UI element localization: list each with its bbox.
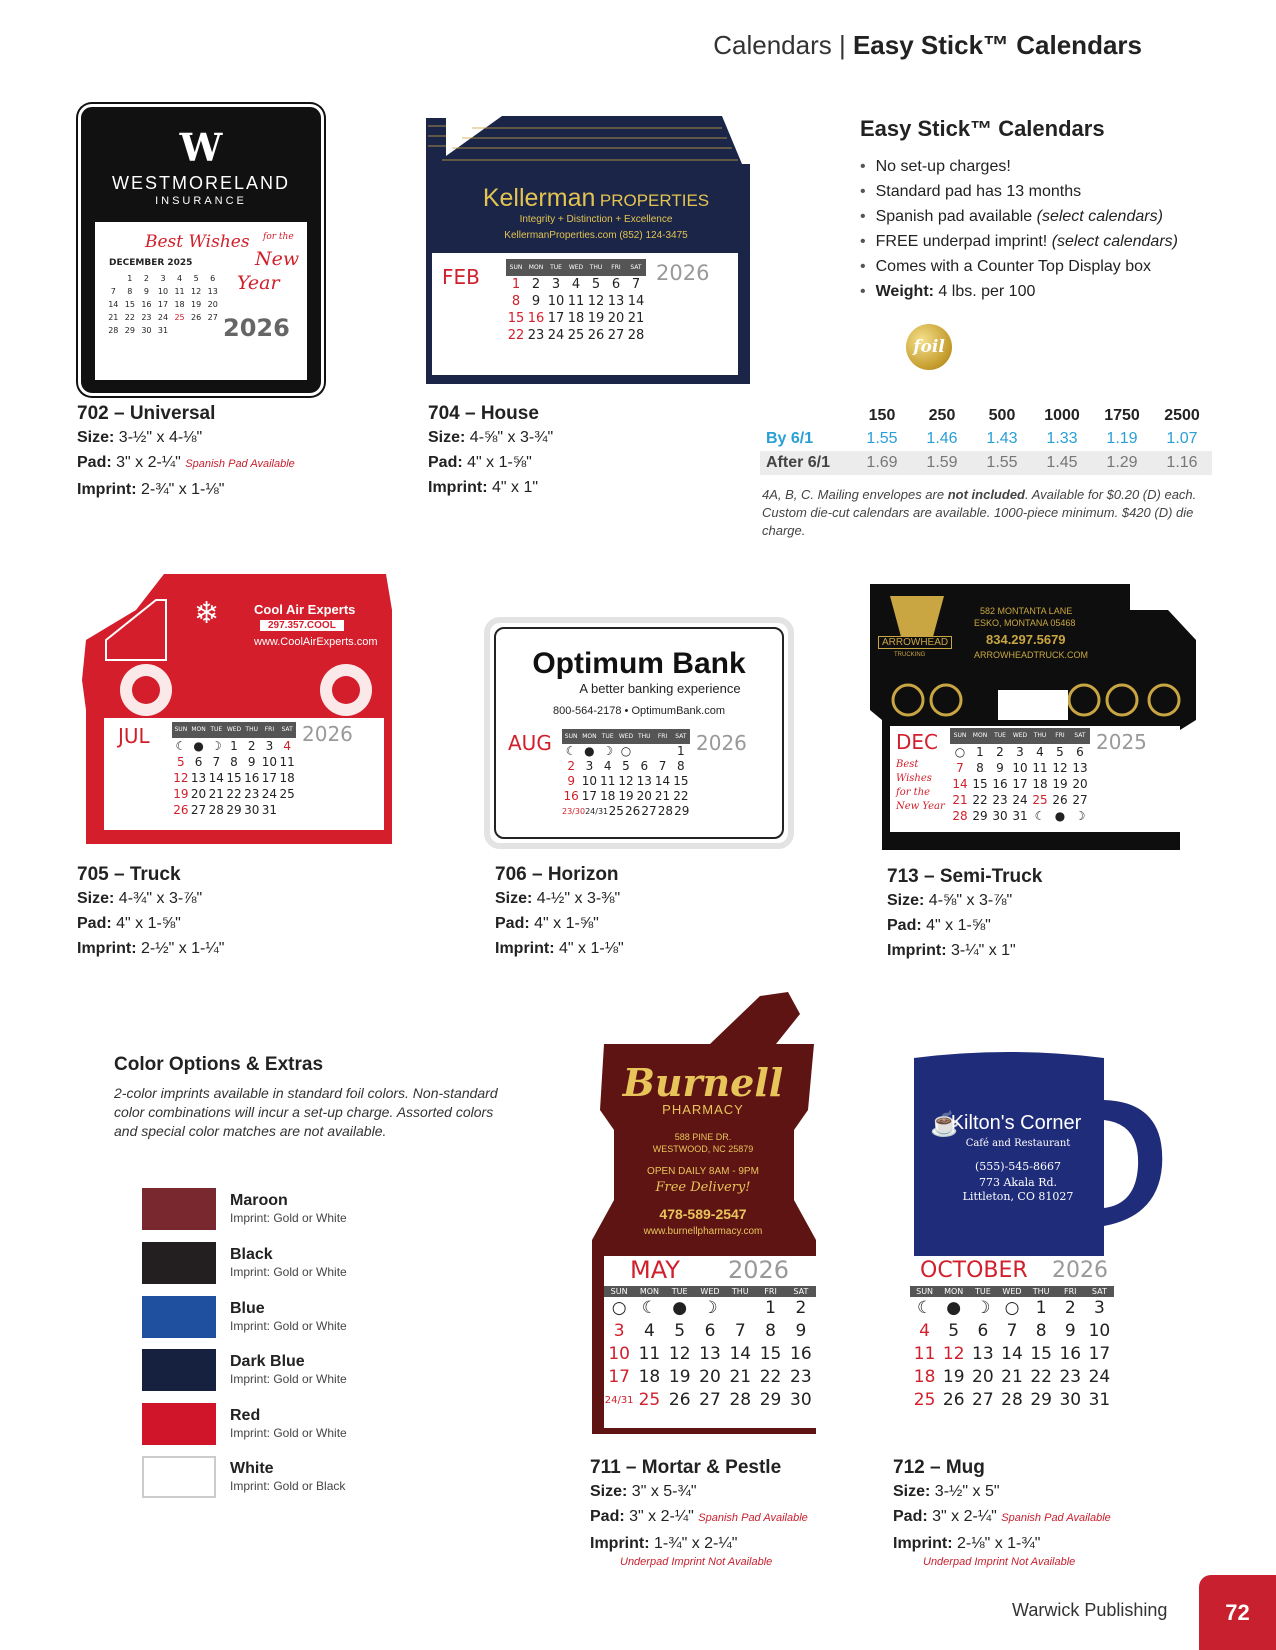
product-image-702: [78, 104, 324, 396]
qty-header: 250: [928, 407, 956, 424]
foil-badge: [906, 324, 952, 370]
product-title: 711 – Mortar & Pestle: [590, 1457, 782, 1478]
product-size: Size: 4-¾" x 3-⅞": [77, 890, 203, 907]
header-separator: |: [831, 30, 853, 60]
brand-addr-1: 773 Akala Rd.: [978, 1176, 1058, 1189]
calendar-pad: [890, 726, 1180, 832]
product-size: Size: 4-⅝" x 3-¾": [428, 429, 554, 446]
product-702-details: [77, 403, 295, 502]
price-table: [760, 405, 1212, 475]
feature-list: [860, 154, 1240, 304]
calendar-grid: 1 2 3 4 5 6 7 8 9 10 11 12 13 14 15 16 17 18 19 20 21 22 23 24 25 26 27 28 29 30 31: [108, 274, 218, 335]
price-row-by: By 6/1 1.55 1.46 1.43 1.33 1.19 1.07: [766, 430, 1198, 447]
pricing-note: 4A, B, C. Mailing envelopes are not included. Available for $0.20 (D) each. Custom die-cut calendars are available. 1000-piece minimum. $420 (D) die charge.: [762, 487, 1197, 538]
product-imprint: Imprint: 4" x 1-⅛": [495, 940, 624, 957]
brand-web: ARROWHEADTRUCK.COM: [974, 650, 1088, 660]
product-size: Size: 4-½" x 3-⅜": [495, 890, 621, 907]
brand-web: www.CoolAirExperts.com: [254, 636, 378, 648]
brand-sub: PHARMACY: [662, 1102, 744, 1117]
brand-tagline: Integrity + Distinction + Excellence: [519, 214, 673, 225]
header-title: Easy Stick™ Calendars: [852, 30, 1142, 60]
pad-note: Spanish Pad Available: [698, 1512, 808, 1524]
brand-phone: (555)-545-8667: [974, 1160, 1061, 1173]
brand-phone: 834.297.5679: [986, 632, 1066, 647]
page-header: [713, 30, 1142, 61]
calendar-year: 2026: [223, 314, 290, 342]
color-swatch: [142, 1403, 216, 1445]
product-title: 704 – House: [428, 403, 539, 424]
product-705-details: [77, 864, 224, 961]
calendar-grid: SUN MON TUE WED THU FRI SAT ○ ☾ ● ☽ 1 2 3 4 5 6 7 8 9 10 11 12 13 14 15 16 17 18 19 20 21 22 23 24/31 25 26 27 28 29 30: [604, 1286, 816, 1412]
product-pad: Pad: 3" x 2-¼" Spanish Pad Available: [590, 1508, 808, 1525]
brand-addr-1: 588 PINE DR.: [674, 1132, 732, 1142]
imprint-note: Underpad Imprint Not Available: [620, 1556, 773, 1568]
qty-header: 500: [988, 407, 1016, 424]
brand-phone: 297.357.COOL: [260, 620, 344, 631]
product-title: 705 – Truck: [77, 864, 181, 885]
product-image-704: [412, 108, 750, 388]
product-image-705: [76, 570, 392, 844]
product-pad: Pad: 4" x 1-⅝": [428, 454, 532, 471]
calendar-month: FEB: [442, 265, 480, 289]
product-title: 712 – Mug: [893, 1457, 985, 1478]
product-pad: Pad: 3" x 2-¼" Spanish Pad Available: [893, 1508, 1111, 1525]
product-size: Size: 3-½" x 5": [893, 1483, 1000, 1500]
brand-addr-1: 582 MONTANTA LANE: [980, 606, 1073, 616]
greeting-3: New: [255, 248, 300, 270]
product-imprint: Imprint: 3-¼" x 1": [887, 942, 1016, 959]
calendar-pad: [104, 718, 384, 830]
product-pad: Pad: 4" x 1-⅝": [77, 915, 181, 932]
header-section: Calendars: [713, 30, 832, 60]
brand-phone: 478-589-2547: [659, 1206, 747, 1222]
product-image-713: [868, 580, 1196, 850]
brand-name: Kilton's Corner: [950, 1112, 1082, 1134]
color-swatch: [142, 1296, 216, 1338]
color-options-title: Color Options & Extras: [114, 1054, 324, 1075]
color-options: [114, 1054, 504, 1141]
qty-header: 1000: [1044, 407, 1080, 424]
product-title: 713 – Semi-Truck: [887, 866, 1043, 887]
product-title: 702 – Universal: [77, 403, 216, 424]
calendar-month: MAY: [630, 1256, 680, 1284]
calendar-pad: [910, 1258, 1114, 1430]
calendar-year: 2026: [656, 261, 710, 285]
product-712-details: [893, 1457, 1111, 1568]
brand-name: WESTMORELAND: [111, 173, 290, 193]
product-pad: Pad: 4" x 1-⅝": [887, 917, 991, 934]
product-704-details: [428, 403, 553, 500]
calendar-pad: [432, 253, 738, 375]
snowflake-icon: ❄: [194, 597, 220, 630]
product-imprint: Imprint: 2-½" x 1-¼": [77, 940, 225, 957]
color-options-desc: 2-color imprints available in standard foil colors. Non-standard color combinations will incur a set-up charge. Assorted colors and special color matches are not available.: [114, 1085, 498, 1139]
product-706-details: [495, 864, 624, 961]
pad-note: Spanish Pad Available: [1001, 1512, 1111, 1524]
qty-header: 150: [868, 407, 896, 424]
calendar-pad: [95, 222, 307, 380]
brand-sub: Café and Restaurant: [965, 1138, 1071, 1149]
calendar-grid: SUN MON TUE WED THU FRI SAT ○ 1 2 3 4 5 6 7 8 9 10 11 12 13 14 15 16 17 18 19 20 21 22 23 24 25 26 27 28 29 30 31 ☾ ● ☽: [950, 728, 1090, 824]
brand-addr-2: WESTWOOD, NC 25879: [652, 1144, 754, 1154]
brand-addr-2: Littleton, CO 81027: [962, 1190, 1074, 1203]
feature-item: • FREE underpad imprint! (select calendars): [860, 229, 1240, 254]
product-imprint: Imprint: 1-¾" x 2-¼": [590, 1535, 738, 1552]
calendar-year: 2026: [728, 1256, 790, 1284]
product-size: Size: 3-½" x 4-⅛": [77, 429, 203, 446]
calendar-year: 2026: [302, 722, 353, 746]
greeting: Best Wishes for the New Year: [896, 759, 945, 812]
page-number: 72: [1199, 1575, 1276, 1650]
calendar-grid: SUN MON TUE WED THU FRI SAT ☾ ● ☽ 1 2 3 4 5 6 7 8 9 10 11 12 13 14 15 16 17 18 19 20 21 22 23 24 25 26 27 28 29 30 31: [172, 722, 296, 818]
product-713-details: [887, 866, 1042, 963]
calendar-pad: [500, 727, 778, 827]
pad-note: Spanish Pad Available: [185, 458, 295, 470]
calendar-month: OCTOBER: [920, 1258, 1028, 1283]
brand-addr-2: ESKO, MONTANA 05468: [974, 618, 1076, 628]
product-image-706: [484, 617, 794, 849]
calendar-month: DEC: [896, 730, 939, 754]
product-imprint: Imprint: 4" x 1": [428, 479, 539, 496]
brand-name: Burnell: [622, 1060, 784, 1105]
logo-w: W: [179, 125, 223, 170]
calendar-month: DECEMBER 2025: [109, 258, 193, 268]
product-711-details: [590, 1457, 808, 1568]
calendar-year: 2025: [1096, 730, 1147, 754]
calendar-grid: SUN MON TUE WED THU FRI SAT 1 2 3 4 5 6 7 8 9 10 11 12 13 14 15 16 17 18 19 20 21 22 23 24 25 26 27 28: [506, 259, 646, 344]
foil-badge-label: foil: [913, 337, 945, 357]
brand-contact: KellermanProperties.com (852) 124-3475: [504, 230, 688, 241]
product-size: Size: 4-⅝" x 3-⅞": [887, 892, 1013, 909]
product-image-711: [590, 990, 830, 1434]
color-swatch: [142, 1188, 216, 1230]
product-title: 706 – Horizon: [495, 864, 619, 885]
greeting-1: Best Wishes: [145, 232, 250, 252]
brand-name: ARROWHEAD: [878, 636, 952, 649]
color-swatch: [142, 1456, 216, 1498]
brand-sub: INSURANCE: [155, 195, 247, 207]
brand-name: Kellerman PROPERTIES: [482, 184, 710, 212]
feature-item-weight: • Weight: 4 lbs. per 100: [860, 279, 1240, 304]
color-swatch: [142, 1242, 216, 1284]
brand-sub: TRUCKING: [894, 652, 926, 658]
greeting-4: Year: [237, 272, 280, 294]
cup-icon: ☕: [930, 1111, 960, 1138]
calendar-grid: SUN MON TUE WED THU FRI SAT ☾ ● ☽ ○ 1 2 3 4 5 6 7 8 9 10 11 12 13 14 15 16 17 18 19 20 21 22 23 24 25 26 27 28 29 30 31: [910, 1286, 1114, 1412]
info-block: [860, 116, 1240, 304]
product-size: Size: 3" x 5-¾": [590, 1483, 697, 1500]
brand-name: Optimum Bank: [532, 647, 746, 680]
calendar-grid: SUN MON TUE WED THU FRI SAT ☾ ● ☽ ○ 1 2 3 4 5 6 7 8 9 10 11 12 13 14 15 16 17 18 19 20 21 22 23/30 24/31 25 26 27 28 29: [562, 729, 690, 819]
brand-name: Cool Air Experts: [254, 602, 356, 617]
calendar-year: 2026: [1052, 1258, 1108, 1283]
brand-tagline: A better banking experience: [579, 681, 741, 696]
price-header-row: [760, 405, 1212, 427]
product-image-712: [908, 1046, 1166, 1436]
calendar-year: 2026: [696, 731, 747, 755]
feature-item: • Standard pad has 13 months: [860, 179, 1240, 204]
brand-web: www.burnellpharmacy.com: [643, 1226, 763, 1237]
qty-header: 2500: [1164, 407, 1200, 424]
feature-item: • No set-up charges!: [860, 154, 1240, 179]
feature-item: • Spanish pad available (select calendars): [860, 204, 1240, 229]
brand-hours: OPEN DAILY 8AM - 9PM: [647, 1166, 759, 1177]
product-pad: Pad: 4" x 1-⅝": [495, 915, 599, 932]
calendar-month: JUL: [118, 724, 150, 748]
product-imprint: Imprint: 2-¾" x 1-⅛": [77, 481, 225, 498]
price-row-after: After 6/1 1.69 1.59 1.55 1.45 1.29 1.16: [760, 451, 1212, 475]
calendar-month: AUG: [508, 731, 552, 755]
imprint-note: Underpad Imprint Not Available: [923, 1556, 1076, 1568]
info-title: Easy Stick™ Calendars: [860, 116, 1105, 141]
brand-contact: 800-564-2178 • OptimumBank.com: [553, 705, 725, 717]
qty-header: 1750: [1104, 407, 1140, 424]
feature-item: • Comes with a Counter Top Display box: [860, 254, 1240, 279]
greeting-2: for the: [263, 232, 294, 242]
product-pad: Pad: 3" x 2-¼" Spanish Pad Available: [77, 454, 295, 471]
color-swatch: [142, 1349, 216, 1391]
brand-free: Free Delivery!: [655, 1180, 751, 1195]
footer-publisher: Warwick Publishing: [1012, 1600, 1168, 1620]
product-imprint: Imprint: 2-⅛" x 1-¾": [893, 1535, 1041, 1552]
calendar-pad: [604, 1256, 816, 1428]
